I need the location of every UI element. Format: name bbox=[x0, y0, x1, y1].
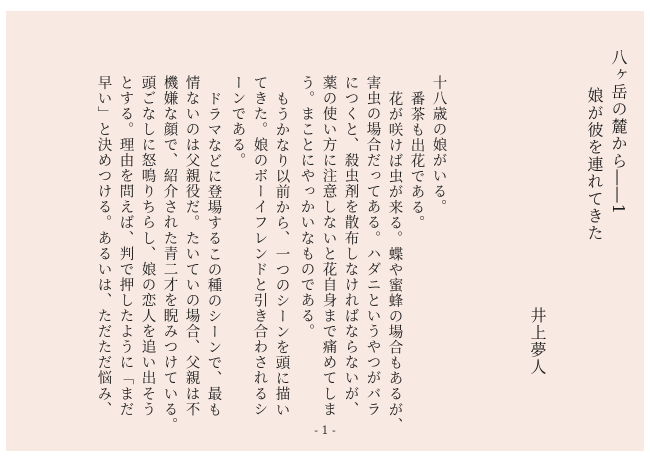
document-page bbox=[6, 11, 644, 451]
body-line: とする。理由を問えば、判で押したように「まだ bbox=[117, 75, 134, 418]
body-line: 早い」と決めつける。あるいは、ただただ悩み、 bbox=[95, 75, 112, 418]
author-name: 井上夢人 bbox=[528, 307, 547, 376]
body-line: 花が咲けば虫が来る。蝶や蜜蜂の場合もあるが、 bbox=[386, 91, 403, 434]
body-line: 機嫌な顔で、紹介された青二才を睨みつけている。 bbox=[161, 75, 178, 433]
body-line: もうかなり以前から、一つのシーンを頭に描い bbox=[273, 91, 290, 418]
body-line: 情ないのは父親役だ。たいていの場合、父親は不 bbox=[183, 75, 200, 418]
body-line: てきた。娘のボーイフレンドと引き合わされるシ bbox=[251, 75, 268, 418]
page-number: - 1 - bbox=[314, 424, 336, 437]
body-line: につくと、殺虫剤を散布しなければならないが、 bbox=[342, 75, 359, 418]
body-line: 番茶も出花である。 bbox=[408, 91, 425, 231]
body-line: ーンである。 bbox=[229, 75, 246, 169]
body-line: 十八歳の娘がいる。 bbox=[430, 75, 447, 215]
body-line: う。まことにやっかいなものである。 bbox=[298, 75, 315, 340]
title-line-1: 八ヶ岳の麓から――1 bbox=[609, 49, 628, 216]
body-line: 害虫の場合だってある。ハダニというやつがバラ bbox=[364, 75, 381, 418]
body-line: 薬の使い方に注意しないと花自身まで痛めてしま bbox=[320, 75, 337, 418]
title-line-2: 娘が彼を連れてきた bbox=[585, 87, 604, 242]
body-line: ドラマなどに登場するこの種のシーンで、最も bbox=[205, 91, 222, 418]
body-line: 頭ごなしに怒鳴りちらし、娘の恋人を追い出そう bbox=[139, 75, 156, 418]
